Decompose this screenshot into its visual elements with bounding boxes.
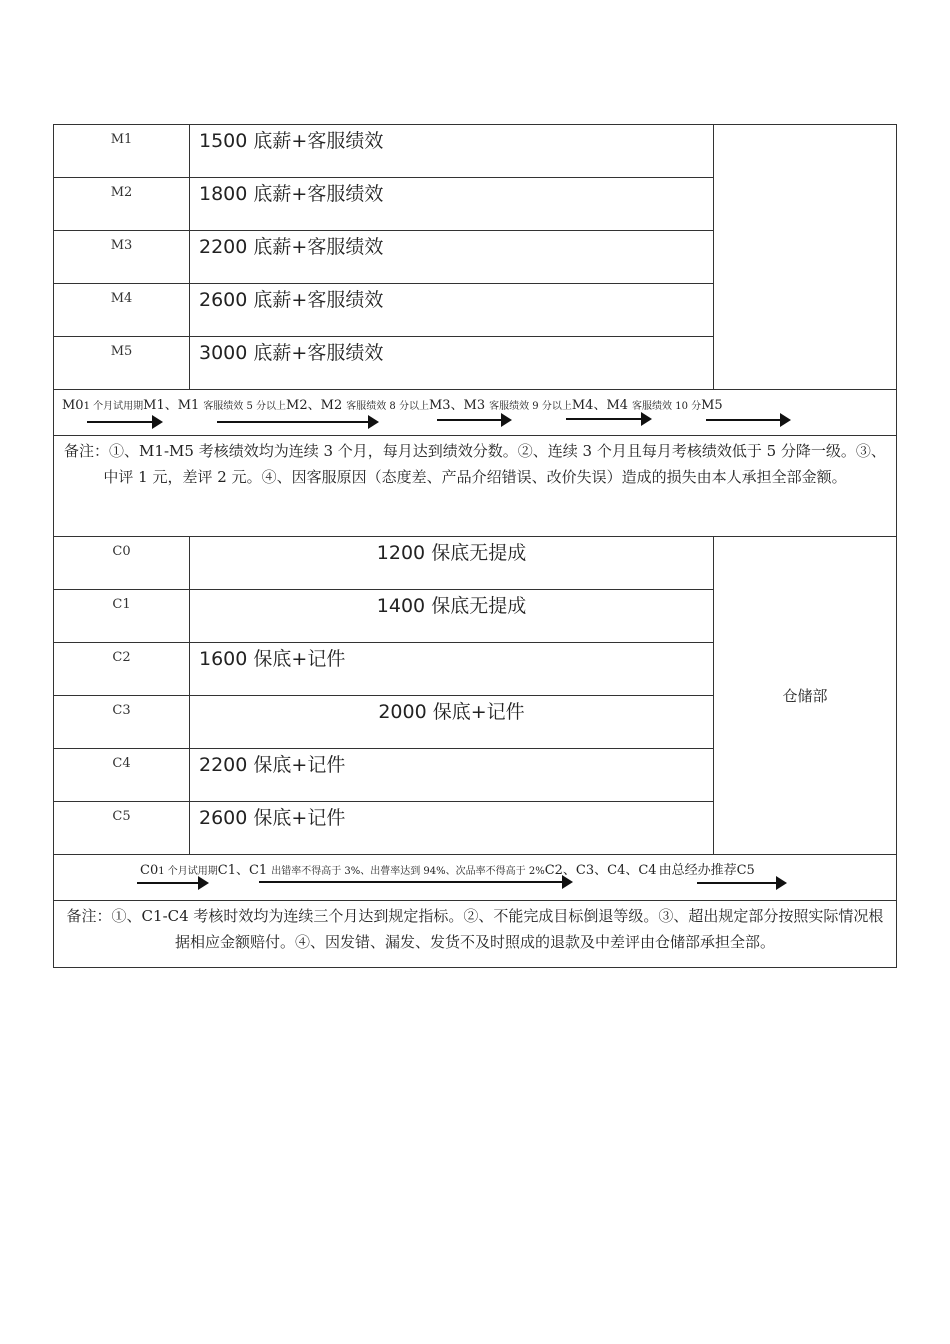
flow-level: C0 [140,863,159,878]
arrow-icon [87,421,161,423]
note-text: 备注：①、C1-C4 考核时效均为连续三个月达到规定指标。②、不能完成目标倒退等级。③、超出规定部分按照实际情况根据相应金额赔付。④、因发错、漏发、发货不及时照成的退款及中差评由仓储部承担全部。 [54,901,897,968]
flow-condition: 出错率不得高于 3%、出瞢率达到 94%、次品率不得高于 2% [271,866,545,877]
promotion-flow-row [54,390,897,436]
level-code: M3 [54,231,190,284]
arrow-icon [137,882,207,884]
level-description: 2600 底薪+客服绩效 [190,284,714,337]
arrow-icon [697,882,785,884]
flow-condition: 客服绩效 9 分以上 [489,401,572,412]
flow-level: M2、M2 [286,398,343,413]
department-cell: 仓储部 [714,537,897,855]
level-description: 1400 保底无提成 [190,590,714,643]
flow-condition: 1 个月试用期 [83,401,144,412]
flow-condition: 1 个月试用期 [158,866,218,877]
note-row [54,901,897,968]
level-code: C2 [54,643,190,696]
flow-level: M4、M4 [571,398,629,413]
level-description: 1500 底薪+客服绩效 [190,125,714,178]
promotion-flow-text [62,394,896,413]
level-description: 1600 保底+记件 [190,643,714,696]
note-text: 备注：①、M1-M5 考核绩效均为连续 3 个月，每月达到绩效分数。②、连续 3 个月且每月考核绩效低于 5 分降一级。③、中评 1 元，差评 2 元。④、因客服原因（态度差、产品介绍错误、改价失误）造成的损失由本人承担全部金额。 [54,436,897,537]
level-description: 2600 保底+记件 [190,802,714,855]
salary-level-table [53,124,897,968]
promotion-flow-cell [54,855,897,901]
level-description: 2200 底薪+客服绩效 [190,231,714,284]
note-row [54,436,897,537]
level-code: M2 [54,178,190,231]
level-description: 2000 保底+记件 [190,696,714,749]
level-code: C5 [54,802,190,855]
flow-condition: 客服绩效 10 分 [632,401,702,412]
department-cell [714,125,897,390]
arrow-icon [706,419,789,421]
level-code: M1 [54,125,190,178]
flow-condition: 由总经办推荐 [658,863,737,878]
table-row [54,537,897,590]
flow-level: M3、M3 [428,398,486,413]
flow-level: C5 [736,863,755,878]
flow-level: C1、C1 [217,863,268,878]
level-code: C1 [54,590,190,643]
promotion-flow-cell [54,390,897,436]
level-code: M4 [54,284,190,337]
table-row [54,125,897,178]
flow-level: M0 [62,398,84,413]
level-description: 2200 保底+记件 [190,749,714,802]
arrow-icon [217,421,377,423]
level-code: C4 [54,749,190,802]
flow-level: M5 [701,398,723,413]
arrow-icon [566,418,650,420]
level-description: 1200 保底无提成 [190,537,714,590]
level-description: 1800 底薪+客服绩效 [190,178,714,231]
flow-condition: 客服绩效 5 分以上 [203,401,287,412]
level-code: C3 [54,696,190,749]
level-code: M5 [54,337,190,390]
level-code: C0 [54,537,190,590]
flow-condition: 客服绩效 8 分以上 [346,401,429,412]
promotion-flow-row [54,855,897,901]
flow-level: M1、M1 [143,398,200,413]
arrow-icon [259,881,571,883]
level-description: 3000 底薪+客服绩效 [190,337,714,390]
arrow-icon [437,419,510,421]
flow-level: C2、C3、C4、C4 [544,863,657,878]
